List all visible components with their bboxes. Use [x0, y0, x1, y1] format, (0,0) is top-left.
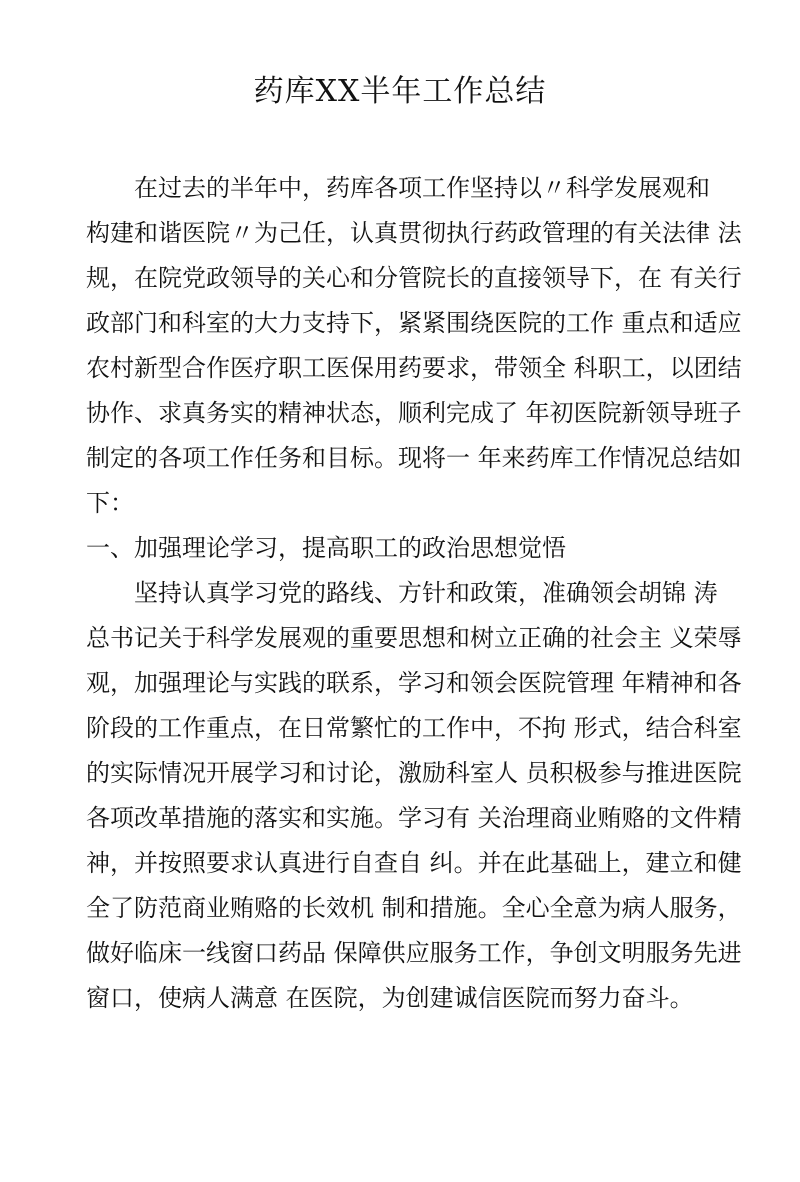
paragraph-1-line: 制定的各项工作任务和目标。现将一 年来药库工作情况总结如: [86, 444, 742, 472]
paragraph-1-line: 构建和谐医院〃为己任，认真贯彻执行药政管理的有关法律 法: [86, 219, 742, 247]
paragraph-1-line: 政部门和科室的大力支持下，紧紧围绕医院的工作 重点和适应: [86, 309, 742, 337]
section-heading-1: 一、加强理论学习，提高职工的政治思想觉悟: [86, 534, 566, 562]
paragraph-2-line: 的实际情况开展学习和讨论，激励科室人 员积极参与推进医院: [86, 759, 742, 787]
paragraph-1-line: 规，在院党政领导的关心和分管院长的直接领导下，在 有关行: [86, 264, 742, 292]
paragraph-1-line: 协作、求真务实的精神状态，顺利完成了 年初医院新领导班子: [86, 399, 742, 427]
paragraph-2-line: 窗口，使病人满意 在医院，为创建诚信医院而努力奋斗。: [86, 984, 694, 1012]
paragraph-1-line: 在过去的半年中，药库各项工作坚持以〃科学发展观和: [86, 174, 710, 202]
paragraph-1-line: 农村新型合作医疗职工医保用药要求，带领全 科职工，以团结: [86, 354, 742, 382]
paragraph-2-line: 全了防范商业贿赂的长效机 制和措施。全心全意为病人服务，: [86, 894, 742, 922]
paragraph-2-line: 观，加强理论与实践的联系，学习和领会医院管理 年精神和各: [86, 669, 742, 697]
paragraph-2-line: 阶段的工作重点，在日常繁忙的工作中，不拘 形式，结合科室: [86, 714, 742, 742]
paragraph-2-line: 做好临床一线窗口药品 保障供应服务工作，争创文明服务先进: [86, 939, 742, 967]
document-body: [86, 166, 742, 1021]
document-title: 药库XX半年工作总结: [253, 74, 547, 109]
paragraph-2-line: 神，并按照要求认真进行自查自 纠。并在此基础上，建立和健: [86, 849, 742, 877]
paragraph-1-line: 下：: [86, 489, 134, 517]
paragraph-2-line: 总书记关于科学发展观的重要思想和树立正确的社会主 义荣辱: [86, 624, 742, 652]
paragraph-2-line: 各项改革措施的落实和实施。学习有 关治理商业贿赂的文件精: [86, 804, 742, 832]
paragraph-2-line: 坚持认真学习党的路线、方针和政策，准确领会胡锦 涛: [86, 579, 718, 607]
